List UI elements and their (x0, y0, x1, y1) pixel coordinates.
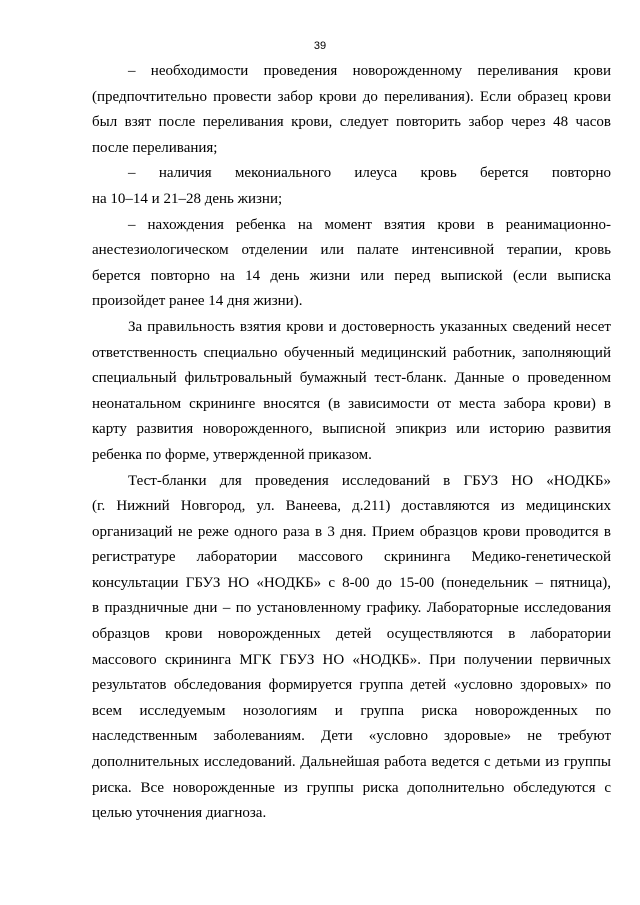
text-line: ребенка по форме, утвержденной приказом. (92, 446, 372, 463)
text-line: берется повторно на 14 день жизни или перед выпиской (если выписка (92, 267, 611, 284)
text-line: после переливания; (92, 139, 218, 156)
text-line: анестезиологическом отделении или палате интенсивной терапии, кровь (92, 242, 611, 259)
text-line: массового скрининга МГК ГБУЗ НО «НОДКБ». При получении первичных (92, 651, 611, 668)
text-line: всем исследуемым нозологиям и группа риска новорожденных по (92, 702, 611, 719)
text-line: произойдет ранее 14 дня жизни). (92, 293, 303, 310)
text-line: – наличия мекониального илеуса кровь берется повторно (128, 165, 611, 182)
text-line: Тест-бланки для проведения исследований в ГБУЗ НО «НОДКБ» (128, 472, 611, 489)
text-line: (г. Нижний Новгород, ул. Ванеева, д.211) доставляются из медицинских (92, 498, 611, 515)
text-line: результатов обследования формируется группа детей «условно здоровых» по (92, 677, 611, 694)
text-line: организаций не реже одного раза в 3 дня. Прием образцов крови проводится в (92, 523, 611, 540)
page-number: 39 (313, 40, 327, 52)
text-line: был взят после переливания крови, следует повторить забор через 48 часов (92, 114, 611, 131)
text-line: наследственным заболеваниям. Дети «условно здоровые» не требуют (92, 728, 611, 745)
text-line: образцов крови новорожденных детей осуществляются в лаборатории (92, 626, 611, 643)
text-line: ответственность специально обученный медицинский работник, заполняющий (92, 344, 611, 361)
text-line: дополнительных исследований. Дальнейшая работа ведется с детьми из группы (92, 754, 611, 771)
text-line: – нахождения ребенка на момент взятия крови в реанимационно- (128, 216, 611, 233)
text-line: регистратуре лаборатории массового скрининга Медико-генетической (92, 549, 611, 566)
text-line: консультации ГБУЗ НО «НОДКБ» с 8-00 до 15-00 (понедельник – пятница), (92, 574, 611, 591)
text-line: (предпочтительно провести забор крови до переливания). Если образец крови (92, 88, 611, 105)
text-line: специальный фильтровальный бумажный тест-бланк. Данные о проведенном (92, 370, 611, 387)
text-line: За правильность взятия крови и достоверность указанных сведений несет (128, 318, 611, 335)
text-line: целью уточнения диагноза. (92, 805, 267, 822)
text-line: карту развития новорожденного, выписной эпикриз или историю развития (92, 421, 611, 438)
text-line: на 10–14 и 21–28 день жизни; (92, 190, 283, 207)
text-line: – необходимости проведения новорожденному переливания крови (128, 63, 611, 79)
text-line: неонатальном скрининге вносятся (в зависимости от места забора крови) в (92, 395, 611, 412)
text-line: в праздничные дни – по установленному графику. Лабораторные исследования (92, 600, 611, 617)
text-line: риска. Все новорожденные из группы риска дополнительно обследуются с (92, 779, 611, 796)
page-content (92, 59, 611, 827)
